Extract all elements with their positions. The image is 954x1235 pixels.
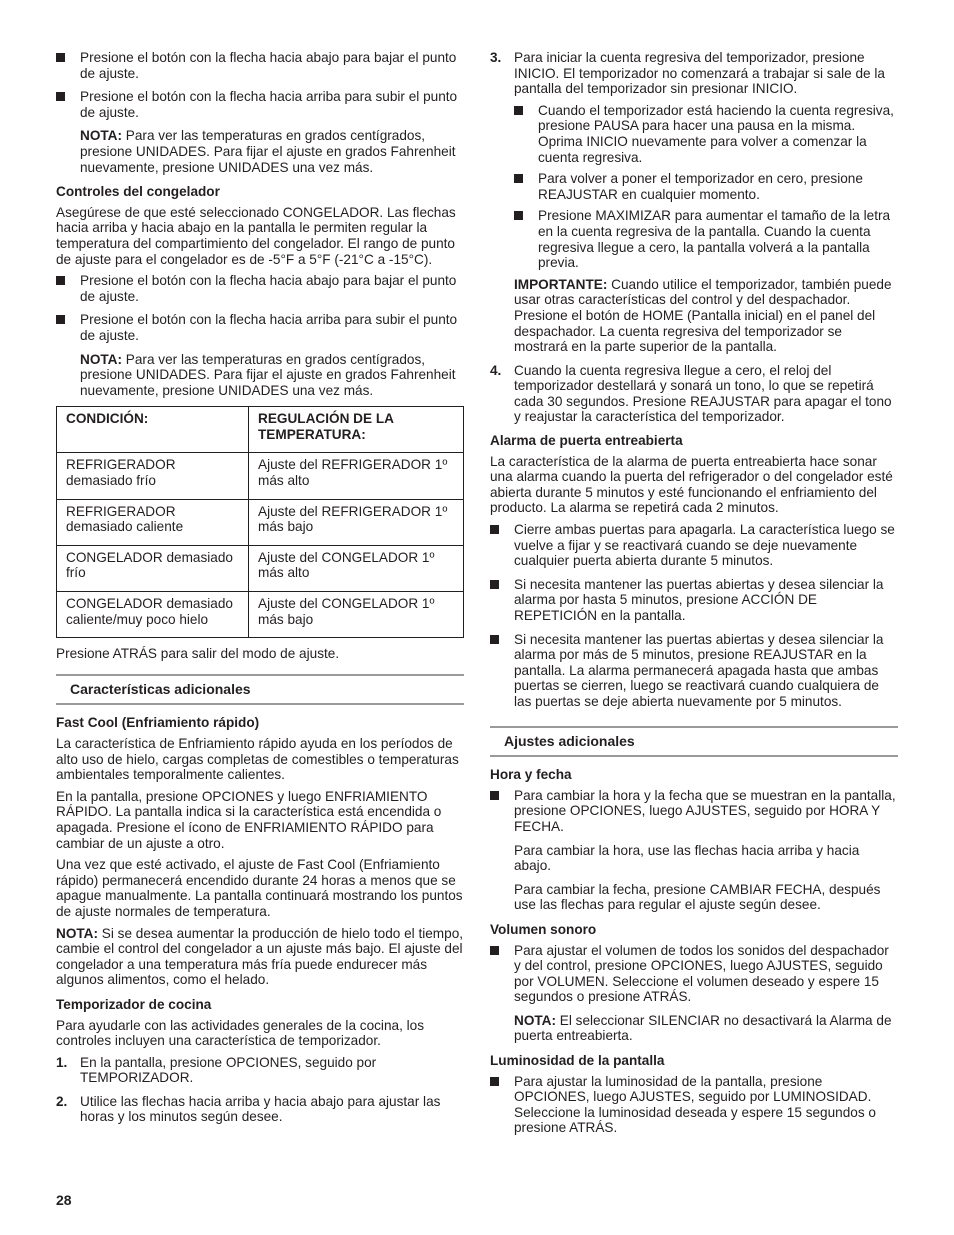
- bullet-item: [56, 312, 464, 343]
- numbered-step: [490, 363, 898, 425]
- square-bullet-icon: [514, 211, 523, 220]
- indented-paragraph: Para cambiar la fecha, presione CAMBIAR FECHA, después use las flechas para regular el ajuste según desee.: [514, 881, 881, 913]
- bullet-text: Presione el botón con la flecha hacia arriba para subir el punto de ajuste.: [80, 89, 458, 120]
- note-text: Si se desea aumentar la producción de hielo todo el tiempo, cambie el control del congelador a un ajuste más bajo. El ajuste del congelador a una temperatura más fría puede endurecer más algunos alimentos, como el helado.: [56, 925, 464, 988]
- step-number: 3.: [490, 50, 502, 65]
- time-date-heading: Hora y fecha: [490, 767, 572, 783]
- numbered-step: [56, 1055, 464, 1086]
- right-column: [490, 50, 898, 1144]
- exit-adjust-text: Presione ATRÁS para salir del modo de ajuste.: [56, 646, 340, 662]
- important-label: IMPORTANTE:: [514, 276, 608, 292]
- left-column: [56, 50, 464, 1133]
- bullet-text: Presione el botón con la flecha hacia arriba para subir el punto de ajuste.: [80, 312, 458, 343]
- kitchen-timer-paragraph: Para ayudarle con las actividades generales de la cocina, los controles incluyen una característica de temporizador.: [56, 1017, 425, 1049]
- note-label: NOTA:: [514, 1012, 557, 1028]
- important-text: Cuando utilice el temporizador, también puede usar otras características del control y del despachador. Presione el botón de HOME (Pantalla inicial) en el panel del despachador. La cuenta regresiva del temporizador se mostrará en la parte superior de la pantalla.: [514, 276, 892, 355]
- table-cell-regulation: Ajuste del CONGELADOR 1º más bajo: [249, 592, 464, 638]
- note-text: Para ver las temperaturas en grados centígrados, presione UNIDADES. Para fijar el ajuste en grados Fahrenheit nuevamente, presione UNIDADES una vez más.: [80, 128, 456, 175]
- table-cell-condition: CONGELADOR demasiado frío: [57, 545, 249, 591]
- bullet-text: Presione el botón con la flecha hacia abajo para bajar el punto de ajuste.: [80, 50, 457, 81]
- table-row: [57, 592, 464, 638]
- table-cell-condition: REFRIGERADOR demasiado caliente: [57, 499, 249, 545]
- square-bullet-icon: [490, 525, 499, 534]
- table-cell-regulation: Ajuste del CONGELADOR 1º más alto: [249, 545, 464, 591]
- bullet-text: Para ajustar el volumen de todos los sonidos del despachador y del control, presione OPCIONES, luego AJUSTES, seguido por VOLUMEN. Seleccione el volumen deseado y espere 15 segundos o presione ATRÁS.: [514, 942, 889, 1005]
- nested-bullet-item: [514, 171, 898, 202]
- table-row: [57, 499, 464, 545]
- bullet-text: Para ajustar la luminosidad de la pantalla, presione OPCIONES, luego AJUSTES, seguido por LUMINOSIDAD. Seleccione la luminosidad deseada y espere 15 segundos o presione ATRÁS.: [514, 1073, 876, 1136]
- bullet-item: [490, 788, 898, 835]
- table-cell-condition: CONGELADOR demasiado caliente/muy poco hielo: [57, 592, 249, 638]
- bullet-text: Presione MAXIMIZAR para aumentar el tamaño de la letra en la cuenta regresiva de la pantalla. Cuando la cuenta regresiva llegue a cero, la pantalla volverá a la pantalla previa.: [538, 208, 891, 271]
- note: [56, 352, 464, 399]
- bullet-item: [490, 632, 898, 710]
- kitchen-timer-heading: Temporizador de cocina: [56, 996, 212, 1012]
- bullet-text: Si necesita mantener las puertas abiertas y desea silenciar la alarma por más de 5 minutos, presione REAJUSTAR en la pantalla. La alarma permanecerá apagada hasta que ambas puertas se cierren, luego se reactivará cuando cualquiera de las puertas se deje abierta nuevamente por 5 minutos.: [514, 631, 884, 709]
- door-alarm-paragraph: La característica de la alarma de puerta entreabierta hace sonar una alarma cuando la puerta del refrigerador o del congelador esté abierta durante 5 minutos y esté funcionando el enfriamiento del producto. La alarma se repetirá cada 2 minutos.: [490, 453, 893, 516]
- table-row: [57, 453, 464, 499]
- table-cell-condition: REFRIGERADOR demasiado frío: [57, 453, 249, 499]
- square-bullet-icon: [514, 174, 523, 183]
- volume-heading: Volumen sonoro: [490, 921, 597, 937]
- bullet-text: Para cambiar la hora y la fecha que se muestran en la pantalla, presione OPCIONES, luego AJUSTES, seguido por HORA Y FECHA.: [514, 787, 896, 834]
- square-bullet-icon: [490, 635, 499, 644]
- step-text: Cuando la cuenta regresiva llegue a cero, el reloj del temporizador destellará y sonará un tono, lo que se repetirá cada 30 segundos. Presione REAJUSTAR para apagar el tono y reajustar la característica del temporizador.: [514, 362, 892, 425]
- nested-bullet-item: [514, 103, 898, 165]
- step-text: Para iniciar la cuenta regresiva del temporizador, presione INICIO. El temporizador no comenzará a trabajar si sale de la pantalla del temporizador sin presionar INICIO.: [514, 50, 885, 97]
- fast-cool-heading: Fast Cool (Enfriamiento rápido): [56, 715, 260, 731]
- square-bullet-icon: [56, 315, 65, 324]
- page-number: 28: [56, 1192, 72, 1208]
- section-heading-additional-settings: Ajustes adicionales: [490, 726, 898, 758]
- bullet-text: Presione el botón con la flecha hacia abajo para bajar el punto de ajuste.: [80, 273, 457, 304]
- fast-cool-paragraph: La característica de Enfriamiento rápido ayuda en los períodos de alto uso de hielo, cargas completas de comestibles o temperaturas ambientales temporalmente calientes.: [56, 736, 459, 783]
- nested-bullet-item: [514, 208, 898, 270]
- bullet-item: [490, 1074, 898, 1136]
- important-note: [514, 277, 898, 355]
- freezer-paragraph: Asegúrese de que esté seleccionado CONGELADOR. Las flechas hacia arriba y hacia abajo en la pantalla le permiten regular la temperatura del compartimiento del congelador. El rango de punto de ajuste para el congelador es de -5°F a 5°F (-21°C a -15°C).: [56, 204, 456, 267]
- bullet-text: Para volver a poner el temporizador en cero, presione REAJUSTAR en cualquier momento.: [538, 171, 863, 202]
- bullet-item: [490, 577, 898, 624]
- square-bullet-icon: [490, 1077, 499, 1086]
- step-text: En la pantalla, presione OPCIONES, seguido por TEMPORIZADOR.: [80, 1054, 377, 1086]
- bullet-item: [56, 273, 464, 304]
- step-number: 1.: [56, 1054, 68, 1070]
- bullet-text: Cuando el temporizador está haciendo la cuenta regresiva, presione PAUSA para hacer una pausa en la misma. Oprima INICIO nuevamente para volver a comenzar la cuenta regresiva.: [538, 102, 894, 165]
- section-heading-additional-features: Características adicionales: [56, 674, 464, 706]
- square-bullet-icon: [56, 53, 65, 62]
- bullet-text: Si necesita mantener las puertas abiertas y desea silenciar la alarma por hasta 5 minutos, presione ACCIÓN DE REPETICIÓN en la pantalla.: [514, 576, 884, 623]
- freezer-controls-heading: Controles del congelador: [56, 184, 220, 200]
- fast-cool-paragraph: En la pantalla, presione OPCIONES y luego ENFRIAMIENTO RÁPIDO. La pantalla indica si la característica está encendida o apagada. Presione el ícono de ENFRIAMIENTO RÁPIDO para cambiar de un ajuste a otro.: [56, 788, 442, 851]
- temperature-adjustment-table: [56, 406, 464, 638]
- bullet-text: Cierre ambas puertas para apagarla. La característica luego se vuelve a fijar y se reactivará cuando se deje nuevamente cualquier puerta abierta durante 5 minutos.: [514, 522, 895, 569]
- square-bullet-icon: [56, 92, 65, 101]
- note: [56, 128, 464, 175]
- table-cell-regulation: Ajuste del REFRIGERADOR 1º más alto: [249, 453, 464, 499]
- indented-paragraph: Para cambiar la hora, use las flechas hacia arriba y hacia abajo.: [514, 842, 860, 874]
- bullet-item: [56, 50, 464, 81]
- square-bullet-icon: [490, 580, 499, 589]
- note-text: El seleccionar SILENCIAR no desactivará la Alarma de puerta entreabierta.: [514, 1012, 892, 1044]
- bullet-item: [490, 943, 898, 1005]
- table-header-condition: CONDICIÓN:: [57, 407, 249, 453]
- table-header-row: [57, 407, 464, 453]
- table-row: [57, 545, 464, 591]
- note-text: Para ver las temperaturas en grados centígrados, presione UNIDADES. Para fijar el ajuste en grados Fahrenheit nuevamente, presione UNIDADES una vez más.: [80, 351, 456, 398]
- note-label: NOTA:: [80, 128, 123, 144]
- table-header-regulation: REGULACIÓN DE LA TEMPERATURA:: [249, 407, 464, 453]
- bullet-item: [56, 89, 464, 120]
- bullet-item: [490, 522, 898, 569]
- square-bullet-icon: [490, 791, 499, 800]
- step-text: Utilice las flechas hacia arriba y hacia abajo para ajustar las horas y los minutos según desee.: [80, 1093, 441, 1125]
- fast-cool-paragraph: Una vez que esté activado, el ajuste de Fast Cool (Enfriamiento rápido) permanecerá encendido durante 24 horas a menos que se apague manualmente. La pantalla continuará mostrando los puntos de ajuste normales de temperatura.: [56, 857, 463, 919]
- nested-bullet-list: [514, 103, 898, 271]
- square-bullet-icon: [490, 946, 499, 955]
- numbered-step: [56, 1094, 464, 1125]
- brightness-heading: Luminosidad de la pantalla: [490, 1053, 665, 1069]
- table-cell-regulation: Ajuste del REFRIGERADOR 1º más bajo: [249, 499, 464, 545]
- square-bullet-icon: [514, 106, 523, 115]
- square-bullet-icon: [56, 276, 65, 285]
- door-alarm-heading: Alarma de puerta entreabierta: [490, 433, 683, 449]
- note: [490, 1013, 898, 1044]
- step-number: 4.: [490, 362, 502, 378]
- note-label: NOTA:: [56, 925, 99, 941]
- step-number: 2.: [56, 1093, 68, 1109]
- note: [56, 926, 464, 988]
- numbered-step: [490, 50, 898, 355]
- note-label: NOTA:: [80, 351, 123, 367]
